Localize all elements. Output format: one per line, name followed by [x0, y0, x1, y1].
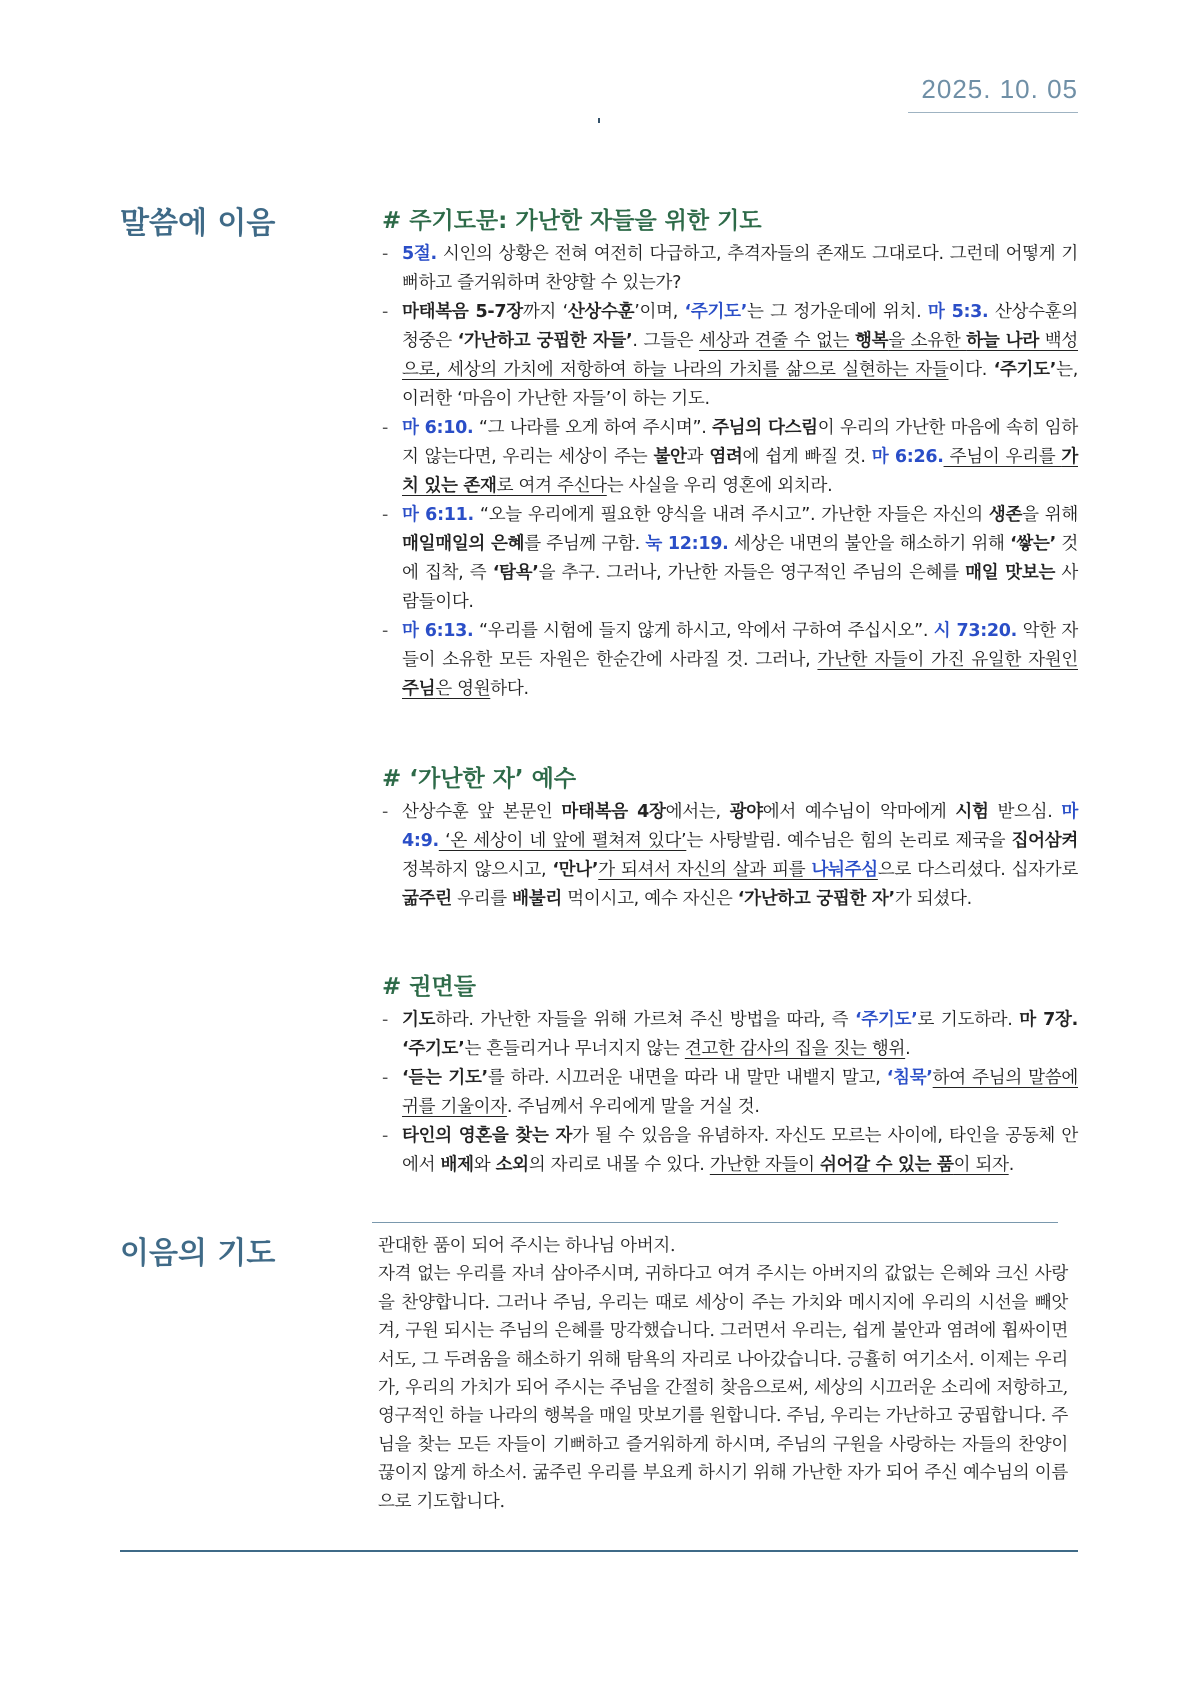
text: 세상은 내면의 불안을 해소하기 위해 — [728, 534, 1011, 554]
bold-text: 마 7장. ‘주기도’ — [402, 1010, 1078, 1059]
list-item — [382, 240, 1078, 298]
text: 이다. — [948, 360, 994, 380]
text: 에 쉽게 빠질 것. — [742, 447, 872, 467]
bold-text: 배불리 — [512, 889, 562, 909]
text: 정복하지 않으시고, — [402, 860, 553, 880]
bold-text: ‘쌓는’ — [1010, 534, 1056, 554]
list-item — [382, 1122, 1078, 1180]
list-item — [382, 501, 1078, 617]
text: 는 사탕발림. 예수님은 힘의 논리로 제국을 — [686, 831, 1012, 851]
bulletin-date: 2025. 10. 05 — [921, 74, 1078, 104]
verse-ref: 시 73:20. — [933, 621, 1017, 641]
text: 이 되자 — [953, 1155, 1009, 1175]
bold-text: 시험 — [955, 802, 989, 822]
text: . 주님께서 우리에게 말을 거실 것. — [506, 1097, 760, 1117]
bold-text: 불안 — [653, 447, 687, 467]
text: 가난한 자들이 가진 유일한 자원인 — [817, 650, 1078, 670]
text: 것에 집착, 즉 — [402, 534, 1078, 583]
text: 와 — [473, 1155, 496, 1175]
bold-text: ‘만나’ — [552, 860, 599, 880]
text: ’이며, — [634, 302, 685, 322]
small-mark — [598, 118, 600, 123]
text: 주님이 우리를 — [943, 447, 1062, 467]
text: 의 자리로 내몰 수 있다. — [528, 1155, 710, 1175]
bold-text: 매일 맛보는 — [965, 563, 1056, 583]
bold-text: 마태복음 5-7장 — [402, 302, 523, 322]
text: 과 — [686, 447, 710, 467]
bold-text: 산상수훈 — [567, 302, 635, 322]
text: 우리를 — [451, 889, 513, 909]
bold-text: 매일매일의 은혜 — [402, 534, 525, 554]
text: 이 우리의 가난한 마음에 속히 임하지 않는다면, 우리는 세상이 주는 — [402, 418, 1078, 467]
text: 가 되셨다. — [894, 889, 972, 909]
verse-ref: 마 6:13. — [402, 621, 474, 641]
bold-text: 쉬어갈 수 있는 품 — [819, 1155, 954, 1175]
section-title-prayer: 이음의 기도 — [120, 1236, 276, 1271]
bold-text: 소외 — [495, 1155, 529, 1175]
prayer-text — [378, 1232, 1068, 1516]
prayer-body: 자격 없는 우리를 자녀 삼아주시며, 귀하다고 여겨 주시는 아버지의 값없는 은혜와 크신 사랑을 찬양합니다. 그러나 주님, 우리는 때로 세상이 주는 가치와 메시지에 우리의 시선을 빼앗겨, 구원 되시는 주님의 은혜를 망각했습니다. 그러면서 우리는, 쉽게 불안과 염려에 휩싸이면서도, 그 두려움을 해소하기 위해 탐욕의 자리로 나아갔습니다. 긍휼히 여기소서. 이제는 우리가, 우리의 가치가 되어 주시는 주님을 간절히 찾음으로써, 세상의 시끄러운 소리에 저항하고, 영구적인 하늘 나라의 행복을 매일 맛보기를 원합니다. 주님, 우리는 가난하고 궁핍합니다. 주님을 찾는 모든 자들이 기뻐하고 즐거워하게 하시며, 주님의 구원을 사랑하는 자들의 찬양이 끊이지 않게 하소서. 굶주린 우리를 부요케 하시기 위해 가난한 자가 되어 주신 예수님의 이름으로 기도합니다. — [378, 1264, 1068, 1512]
text: “오늘 우리에게 필요한 양식을 내려 주시고”. 가난한 자들은 자신의 — [473, 505, 989, 525]
verse-ref: 마 6:10. — [402, 418, 474, 438]
section-title-word: 말씀에 이음 — [120, 206, 276, 241]
list-item — [382, 414, 1078, 501]
bold-text: 굶주린 — [402, 889, 452, 909]
section-exhortations — [382, 972, 1078, 1180]
underlined-text: 견고한 감사의 집을 짓는 행위 — [684, 1039, 906, 1059]
bold-text: 집어삼켜 — [1011, 831, 1078, 851]
text: 를 주님께 구함. — [524, 534, 646, 554]
text: 는, 이러한 ‘마음이 가난한 자들’이 하는 기도. — [402, 360, 1078, 409]
text: 는 흔들리거나 무너지지 않는 — [464, 1039, 685, 1059]
bold-text: 생존 — [988, 505, 1023, 525]
text: 가난한 자들이 — [709, 1155, 820, 1175]
text: . — [1008, 1155, 1014, 1175]
text: 를 하라. 시끄러운 내면을 따라 내 말만 내뱉지 말고, — [487, 1068, 887, 1088]
bold-text: 염려 — [709, 447, 743, 467]
bold-text: 광야 — [729, 802, 763, 822]
text: 가 되셔서 자신의 살과 피를 — [598, 860, 812, 880]
verse-ref: ‘침묵’ — [886, 1068, 933, 1088]
date-underline — [908, 112, 1078, 113]
heading-lords-prayer: # 주기도문: 가난한 자들을 위한 기도 — [382, 208, 762, 234]
text: 은 영원 — [435, 679, 491, 699]
verse-ref: 마 6:26. — [871, 447, 944, 467]
verse-ref: ‘주기도’ — [684, 302, 748, 322]
bullet-list — [382, 798, 1078, 914]
text: 먹이시고, 예수 자신은 — [562, 889, 738, 909]
bold-text: 타인의 영혼을 찾는 자 — [402, 1126, 573, 1146]
bullet-list — [382, 1006, 1078, 1180]
list-item — [382, 1064, 1078, 1122]
text: 에서 예수님이 악마에게 — [762, 802, 956, 822]
list-item — [382, 298, 1078, 414]
text: 으로 다스리셨다. 십자가로 — [877, 860, 1078, 880]
list-item — [382, 798, 1078, 914]
bold-text: ‘듣는 기도’ — [402, 1068, 488, 1088]
verse-ref: 눅 12:19. — [645, 534, 729, 554]
list-item — [382, 1006, 1078, 1064]
text: 가 될 수 있음을 유념하자. 자신도 모르는 사이에, 타인을 공동체 안에서 — [402, 1126, 1078, 1175]
prayer-top-rule — [372, 1222, 1058, 1223]
text: 사람들이다. — [402, 563, 1079, 612]
text: 시인의 상황은 전혀 여전히 다급하고, 추격자들의 존재도 그대로다. 그런데 어떻게 기뻐하고 즐거워하며 찬양할 수 있는가? — [402, 244, 1078, 293]
text: 로 여겨 주신다 — [496, 476, 607, 496]
verse-ref: ‘주기도’ — [855, 1010, 918, 1030]
verse-ref: 5절. — [402, 244, 437, 264]
highlight-text: 나눠주심 — [811, 860, 878, 880]
heading-exhortations: # 권면들 — [382, 974, 476, 1000]
text: 을 소유한 — [888, 331, 967, 351]
bold-text: 가치 있는 존재 — [402, 447, 1078, 496]
bold-text: 배제 — [440, 1155, 474, 1175]
bottom-rule — [120, 1550, 1078, 1552]
bold-text: 마태복음 4장 — [561, 802, 666, 822]
text: 까지 ‘ — [522, 302, 568, 322]
bold-text: 주님의 다스림 — [712, 418, 818, 438]
text: “우리를 시험에 들지 않게 하시고, 악에서 구하여 주십시오”. — [473, 621, 934, 641]
bold-text: ‘가난하고 궁핍한 자들’ — [457, 331, 633, 351]
section-poor-jesus — [382, 764, 1078, 914]
verse-ref: 마 4:9. — [402, 802, 1078, 851]
text: 에서는, — [665, 802, 730, 822]
bold-text: 주님 — [402, 679, 436, 699]
bold-text: 기도 — [402, 1010, 436, 1030]
underlined-text: ‘온 세상이 네 앞에 펼쳐져 있다’ — [438, 831, 687, 851]
text: 백성으로, 세상의 가치에 저항하여 하늘 나라의 가치를 삶으로 실현하는 자들 — [402, 331, 1079, 380]
list-item — [382, 617, 1078, 704]
text: 하라. 가난한 자들을 위해 가르쳐 주신 방법을 따라, 즉 — [435, 1010, 856, 1030]
bold-text: ‘주기도’ — [993, 360, 1057, 380]
text: 받으심. — [988, 802, 1062, 822]
bold-text: ‘가난하고 궁핍한 자’ — [737, 889, 895, 909]
bold-text: 행복 — [855, 331, 889, 351]
text: 을 추구. 그러나, 가난한 자들은 영구적인 주님의 은혜를 — [538, 563, 966, 583]
text: 을 위해 — [1022, 505, 1079, 525]
section-lords-prayer — [382, 206, 1078, 704]
verse-ref: 마 6:11. — [402, 505, 474, 525]
verse-ref: 마 5:3. — [927, 302, 989, 322]
text: 는 그 정가운데에 위치. — [747, 302, 928, 322]
underlined-text: 하여 주님의 말씀에 귀를 기울이자 — [402, 1068, 1078, 1117]
text: . 그들은 — [632, 331, 700, 351]
bold-text: ‘탐욕’ — [492, 563, 539, 583]
bold-text: 하늘 나라 — [966, 331, 1040, 351]
text: 악한 자들이 소유한 모든 자원은 한순간에 사라질 것. 그러나, — [402, 621, 1078, 670]
text: . — [905, 1039, 911, 1059]
underlined-text — [710, 1155, 1009, 1175]
bullet-list — [382, 240, 1078, 704]
text: 산상수훈 앞 본문인 — [402, 802, 562, 822]
prayer-opening: 관대한 품이 되어 주시는 하나님 아버지. — [378, 1236, 676, 1256]
text: 산상수훈의 청중은 — [402, 302, 1078, 351]
text: 는 사실을 우리 영혼에 외치라. — [606, 476, 833, 496]
text: “그 나라를 오게 하여 주시며”. — [473, 418, 713, 438]
underlined-text — [598, 860, 878, 880]
text: 로 기도하라. — [917, 1010, 1020, 1030]
heading-poor-jesus: # ‘가난한 자’ 예수 — [382, 766, 577, 792]
text: 하다. — [490, 679, 529, 699]
text: 세상과 견줄 수 없는 — [699, 331, 856, 351]
